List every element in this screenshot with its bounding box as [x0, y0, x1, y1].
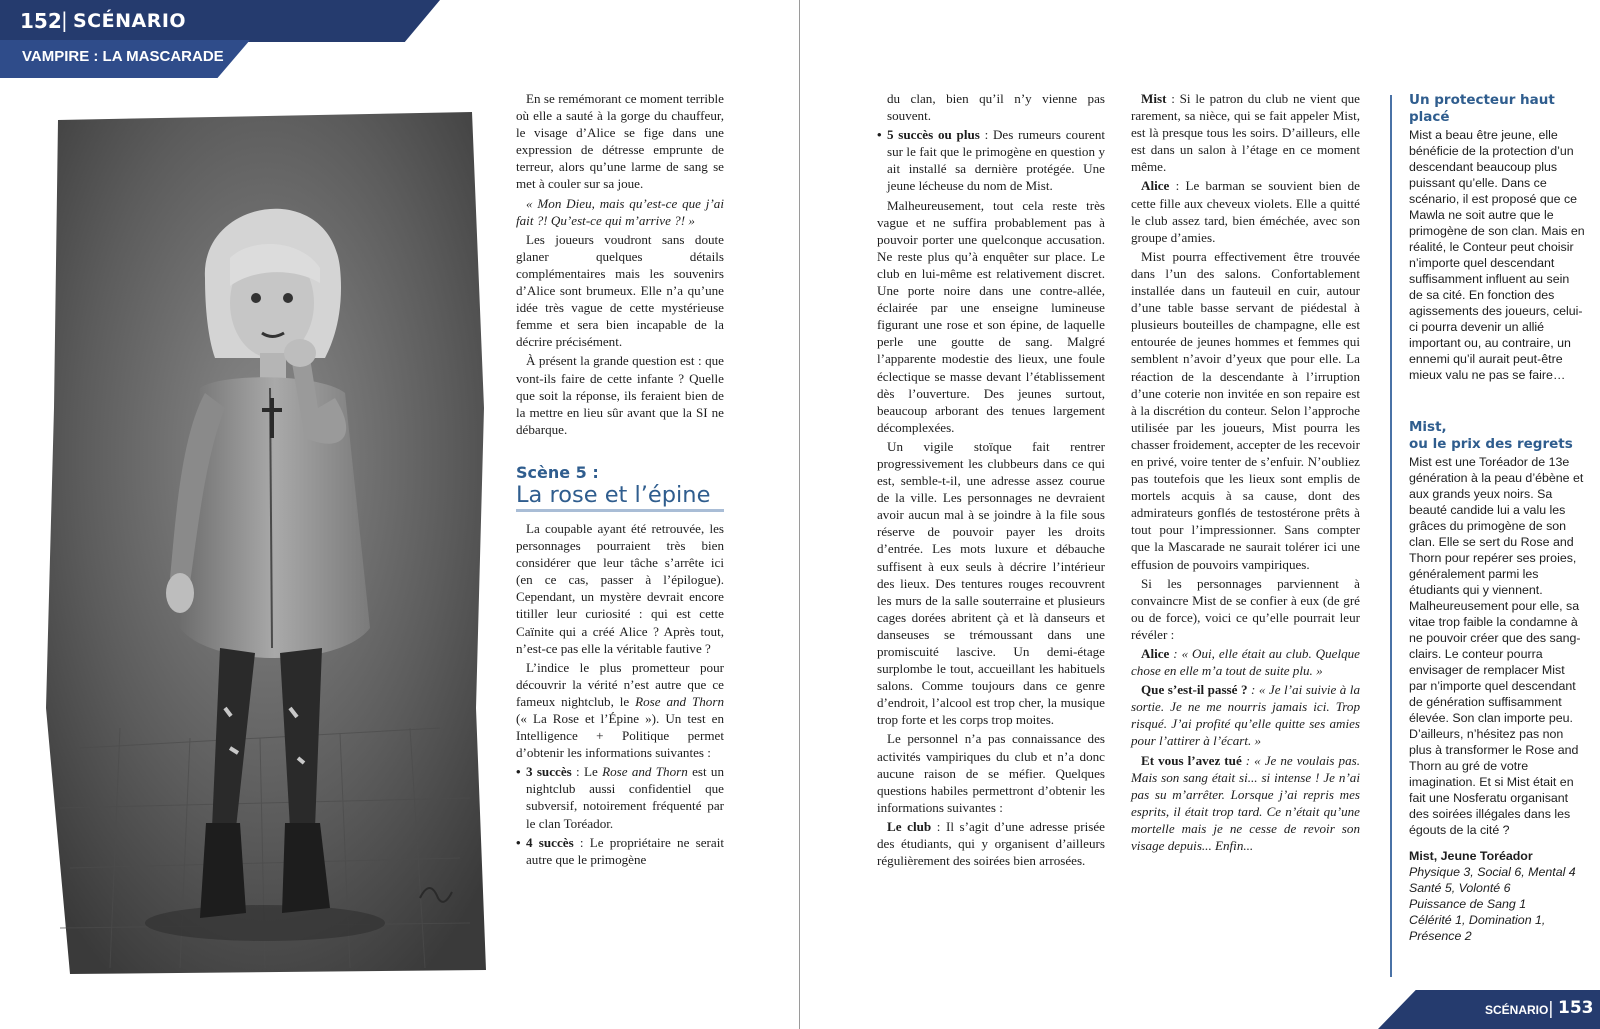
page-gutter — [799, 0, 800, 1029]
paragraph: L’indice le plus prometteur pour découvrir la vérité n’est autre que ce fameux nightclub, le Rose and Thorn (« La Rose et l’Épine »). Un test en Intelligence + Politique permet d’obtenir les informations suivantes : — [516, 659, 724, 761]
paragraph: Le personnel n’a pas connaissance des activités vampiriques du club et n’a donc aucune raison de se méfier. Quelques questions habiles permettront d’obtenir les informations suivantes : — [877, 731, 1105, 815]
success-list — [516, 763, 724, 868]
paragraph: À présent la grande question est : que vont-ils faire de cette infante ? Quelle que soit la réponse, ils feraient bien de la mettre en lieu sûr avant que la SI ne débarque. — [516, 353, 724, 437]
sidebar — [1409, 92, 1585, 944]
sidebar-rule — [1390, 95, 1392, 977]
list-item: • 4 succès : Le propriétaire ne serait autre que le primogène — [516, 834, 724, 868]
paragraph: Le club : Il s’agit d’une adresse prisée des étudiants, qui y organisent d’ailleurs régulièrement des soirées bien arrosées. — [877, 818, 1105, 869]
stat-line: Présence 2 — [1409, 929, 1472, 943]
paragraph: Mist : Si le patron du club ne vient que rarement, sa nièce, qui se fait appeler Mist, est là presque tous les soirs. D’ailleurs, elle est dans un salon à l’étage en ce moment même. — [1131, 91, 1360, 175]
sidebar-text: Mist est une Toréador de 13e génération à la peau d’ébène et aux grands yeux noirs. Sa beauté candide lui a valu les grâces du primogène de son clan. Elle se sert du Rose and Thorn pour repérer ses proies, généralement parmi les étudiants qui y viennent. Malheureusement pour elle, sa vitae trop faible la condamne à ne pouvoir créer que des sang-clairs. Le conteur pourra envisager de remplacer Mist par n’importe quel descendant de génération suffisamment élevée. Son clan importe peu. D’ailleurs, n’hésitez pas non plus à transformer le Rose and Thorn au gré de votre imagination. Et si Mist était en fait une Nosferatu organisant des soirées illégales dans les égouts de la cité ? — [1409, 455, 1584, 837]
scene-title: La rose et l’épine — [516, 481, 711, 508]
header-separator: | — [61, 8, 68, 32]
paragraph: Si les personnages parviennent à convaincre Mist de se confier à eux (de gré ou de force), voici ce qu’elle pourrait leur révéler : — [1131, 575, 1360, 642]
list-item: • 5 succès ou plus : Des rumeurs courent sur le fait que le primogène en question y ait installé sa dernière protégée. Une jeune lécheuse du nom de Mist. — [877, 126, 1105, 194]
alice-quote: « Mon Dieu, mais qu’est-ce que j’ai fait ?! Qu’est-ce qui m’arrive ?! » — [516, 195, 724, 228]
list-item-continued: du clan, bien qu’il n’y vienne pas souvent. — [887, 91, 1105, 124]
sidebar-heading: Mist, ou le prix des regrets — [1409, 419, 1573, 452]
stat-block — [1409, 864, 1585, 944]
list-item: • 3 succès : Le Rose and Thorn est un nightclub aussi confidentiel que subversif, notoirement fréquenté par le clan Toréador. — [516, 763, 724, 831]
scene-title-rule — [516, 509, 724, 512]
vampire-girl-illustration-icon — [40, 108, 490, 978]
text-column-1 — [516, 90, 724, 870]
text-column-3 — [1131, 90, 1360, 856]
stat-block-name: Mist, Jeune Toréador — [1409, 849, 1533, 863]
success-list — [877, 126, 1105, 194]
scene-label: Scène 5 : — [516, 462, 599, 482]
dialogue-line: Que s’est-il passé ? : « Je l’ai suivie à la sortie. Je ne me nourris jamais ici. Trop risqué. J’ai profité qu’elle quitte ses amies pour l’attirer à l’écart. » — [1131, 682, 1360, 749]
paragraph: Malheureusement, tout cela reste très vague et ne suffira probablement pas à pouvoir porter une quelconque accusation. Ne reste plus qu’à enquêter sur place. Le club en lui-même est relativement discret. Une porte noire dans une contre-allée, éclairée par une enseigne lumineuse figurant une rose et son épine, de laquelle perle une goutte de sang. Malgré l’apparente modestie des lieux, une foule éclectique se masse devant l’établissement dès l’ouverture. Des jeunes surtout, beaucoup arborant des tenues largement décomplexées. — [877, 197, 1105, 435]
footer-separator: | — [1548, 999, 1554, 1019]
sidebar-text: Mist a beau être jeune, elle bénéficie de la protection d’un descendant beaucoup plus puissant qu’elle. Dans ce scénario, il est proposé que ce Mawla ne soit autre que le primogène de son clan. Mais en réalité, le Conteur peut choisir n’importe quel descendant suffisamment influent au sein de sa cité. En fonction des agissements des joueurs, celui-ci pourra devenir un allié important ou, au contraire, un ennemi qu’il aurait peut-être mieux valu ne pas se faire… — [1409, 128, 1585, 382]
section-title: SCÉNARIO — [73, 10, 187, 32]
paragraph: Un vigile stoïque fait rentrer progressivement les clubbeurs dans ce qui est, semble-t-il, une adresse assez courue de la ville. Les personnages ne devraient avoir aucun mal à se joindre à la file sous réserve de pouvoir payer les droits d’entrée. Les mots luxure et débauche suffisent à eux seuls à décrire l’intérieur des lieux. Des tentures rouges recouvrent les murs de la salle souterraine et plusieurs cages dorées abritent çà et là danseurs et danseuses se trémoussant dans une promiscuité lascive. Un demi-étage surplombe le tout, accueillant les habituels salons. Comme toujours dans ce genre d’endroit, l’alcool est trop cher, la musique trop forte et les corps trop moites. — [877, 438, 1105, 728]
stat-line: Physique 3, Social 6, Mental 4 — [1409, 865, 1576, 879]
paragraph: La coupable ayant été retrouvée, les personnages pourraient très bien considérer que leur tâche s’arrête ici (en ce cas, passer à l’épilogue). Cependant, un mystère devrait encore titiller leur curiosité : qui est cette Caïnite qui a créé Alice ? Après tout, n’est-ce pas elle la véritable fautive ? — [516, 520, 724, 656]
dialogue-line: Alice : « Oui, elle était au club. Quelque chose en elle m’a tout de suite plu. » — [1131, 646, 1360, 679]
book-title: VAMPIRE : LA MASCARADE — [22, 48, 224, 65]
footer-section: SCÉNARIO — [1485, 1003, 1549, 1017]
page-number-right: 153 — [1558, 998, 1594, 1018]
sidebar-heading: Un protecteur haut placé — [1409, 92, 1555, 125]
page-number-left: 152 — [20, 9, 62, 33]
paragraph: Alice : Le barman se souvient bien de cette fille aux cheveux violets. Elle a quitté le club assez tard, bien éméchée, avec son groupe d’amies. — [1131, 178, 1360, 245]
stat-line: Santé 5, Volonté 6 — [1409, 881, 1511, 895]
stat-line: Puissance de Sang 1 — [1409, 897, 1527, 911]
paragraph: Mist pourra effectivement être trouvée dans l’un des salons. Confortablement installée dans un fauteuil en cuir, autour d’une table basse servant de piédestal à plusieurs bouteilles de champagne, elle est entourée de jeunes hommes et femmes qui semblent n’avoir d’yeux que pour elle. La réaction de la descendante à l’irruption d’une coterie non invitée en son repaire est à la discrétion du conteur. Selon l’approche utilisée par les joueurs, Mist pourra les chasser froidement, accepter de les recevoir en privé, voire tenter de s’enfuir. N’oubliez pas toutefois que les lieux sont emplis de mortels acquis à sa cause, dont des admirateurs gonflés de testostérone prêts à tout pour l’impressionner. Sans compter que la Mascarade ne saurait tolérer ici une effusion de pouvoirs vampiriques. — [1131, 248, 1361, 572]
dialogue-line: Et vous l’avez tué : « Je ne voulais pas. Mais son sang était si... si intense ! Je n’ai pas su m’arrêter. Lorsque j’ai repris mes esprits, il était trop tard. Ce n’était qu’une mortelle mais je ne cesse de revoir son visage depuis... Enfin... — [1131, 752, 1360, 854]
text-column-2 — [877, 90, 1105, 871]
paragraph: Les joueurs voudront sans doute glaner quelques détails complémentaires mais les souvenirs d’Alice sont brumeux. Elle n’a qu’une idée très vague de cette mystérieuse femme et sera bien incapable de la décrire précisément. — [516, 231, 724, 350]
stat-line: Célérité 1, Domination 1, — [1409, 913, 1546, 927]
paragraph: En se remémorant ce moment terrible où elle a sauté à la gorge du chauffeur, le visage d’Alice se fige dans une expression de détresse emprunte de terreur, alors qu’une larme de sang se met à couler sur sa joue. — [516, 91, 724, 192]
